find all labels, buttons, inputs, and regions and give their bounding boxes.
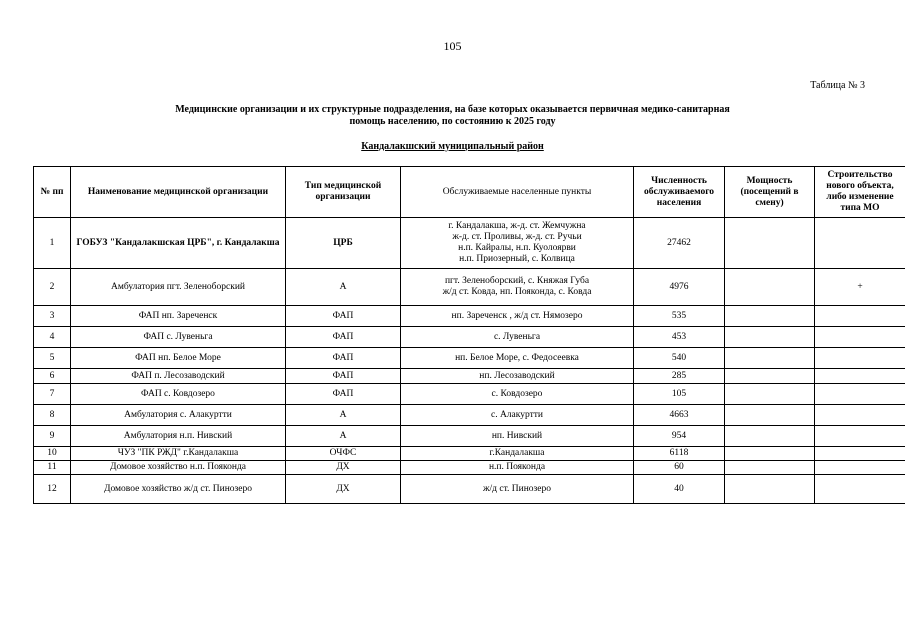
cell-name: ЧУЗ "ПК РЖД" г.Кандалакша [71, 447, 286, 461]
cell-settlements: ж/д ст. Пинозеро [401, 475, 634, 504]
header-name: Наименование медицинской организации [71, 167, 286, 218]
table-row [34, 475, 905, 504]
cell-population: 105 [634, 384, 725, 405]
cell-name: Амбулатория н.п. Нивский [71, 426, 286, 447]
cell-name: Домовое хозяйство н.п. Пояконда [71, 461, 286, 475]
header-construction: Строительство нового объекта, либо изменение типа МО [815, 167, 905, 218]
cell-population: 4976 [634, 269, 725, 306]
cell-num: 6 [34, 369, 71, 384]
cell-num: 3 [34, 306, 71, 327]
cell-population: 4663 [634, 405, 725, 426]
cell-settlements: нп. Лесозаводский [401, 369, 634, 384]
cell-capacity [725, 384, 815, 405]
table-header-row [34, 167, 905, 218]
settlement-line: пгт. Зеленоборский, с. Княжая Губа [444, 276, 590, 286]
cell-settlements: с. Лувеньга [401, 327, 634, 348]
cell-type: ФАП [286, 327, 401, 348]
cell-type: ФАП [286, 384, 401, 405]
cell-type: ДХ [286, 461, 401, 475]
cell-construction [815, 447, 905, 461]
cell-num: 9 [34, 426, 71, 447]
cell-settlements: с. Алакуртти [401, 405, 634, 426]
cell-construction: + [815, 269, 905, 306]
cell-num: 12 [34, 475, 71, 504]
cell-settlements: с. Ковдозеро [401, 384, 634, 405]
cell-name: Амбулатория пгт. Зеленоборский [71, 269, 286, 306]
cell-construction [815, 461, 905, 475]
cell-population: 60 [634, 461, 725, 475]
cell-name: ФАП п. Лесозаводский [71, 369, 286, 384]
header-num: № пп [34, 167, 71, 218]
table-row [34, 369, 905, 384]
cell-population: 453 [634, 327, 725, 348]
table-row [34, 306, 905, 327]
table-row [34, 461, 905, 475]
cell-name: ФАП с. Лувеньга [71, 327, 286, 348]
cell-capacity [725, 426, 815, 447]
cell-name: Амбулатория с. Алакуртти [71, 405, 286, 426]
cell-construction [815, 306, 905, 327]
table-row [34, 405, 905, 426]
document-title: Медицинские организации и их структурные подразделения, на базе которых оказывается первичная медико-санитарная помощь населению, по состоянию к 2025 году [175, 104, 730, 127]
cell-num: 2 [34, 269, 71, 306]
settlement-line: ж-д. ст. Проливы, ж-д. ст. Ручьи [452, 232, 582, 242]
cell-settlements [401, 218, 634, 269]
cell-construction [815, 426, 905, 447]
table-row [34, 348, 905, 369]
cell-population: 540 [634, 348, 725, 369]
cell-num: 10 [34, 447, 71, 461]
table-label: Таблица № 3 [810, 80, 865, 91]
cell-num: 4 [34, 327, 71, 348]
table-row [34, 327, 905, 348]
cell-settlements: нп. Белое Море, с. Федосеевка [401, 348, 634, 369]
cell-population: 954 [634, 426, 725, 447]
cell-num: 5 [34, 348, 71, 369]
cell-capacity [725, 269, 815, 306]
settlement-line: г. Кандалакша, ж-д. ст. Жемчужна [448, 221, 586, 231]
cell-capacity [725, 306, 815, 327]
cell-capacity [725, 461, 815, 475]
cell-type: А [286, 405, 401, 426]
cell-construction [815, 475, 905, 504]
cell-population: 6118 [634, 447, 725, 461]
cell-capacity [725, 218, 815, 269]
cell-construction [815, 218, 905, 269]
cell-name: Домовое хозяйство ж/д ст. Пинозеро [71, 475, 286, 504]
cell-settlements: нп. Нивский [401, 426, 634, 447]
cell-construction [815, 369, 905, 384]
table-row [34, 384, 905, 405]
cell-population: 535 [634, 306, 725, 327]
cell-capacity [725, 475, 815, 504]
cell-type: А [286, 269, 401, 306]
header-settlements: Обслуживаемые населенные пункты [401, 167, 634, 218]
cell-name: ФАП с. Ковдозеро [71, 384, 286, 405]
header-population: Численность обслуживаемого населения [634, 167, 725, 218]
cell-num: 7 [34, 384, 71, 405]
cell-population: 40 [634, 475, 725, 504]
cell-capacity [725, 447, 815, 461]
cell-capacity [725, 405, 815, 426]
cell-construction [815, 348, 905, 369]
header-type: Тип медицинской организации [286, 167, 401, 218]
cell-type: ЦРБ [286, 218, 401, 269]
district-heading: Кандалакшский муниципальный район [361, 141, 544, 152]
cell-construction [815, 384, 905, 405]
cell-settlements: г.Кандалакша [401, 447, 634, 461]
cell-settlements: нп. Зареченск , ж/д ст. Нямозеро [401, 306, 634, 327]
cell-population: 27462 [634, 218, 725, 269]
settlement-line: ж/д ст. Ковда, нп. Пояконда, с. Ковда [442, 287, 592, 297]
cell-name: ФАП нп. Белое Море [71, 348, 286, 369]
cell-capacity [725, 327, 815, 348]
organizations-table [33, 166, 905, 504]
cell-construction [815, 405, 905, 426]
cell-num: 11 [34, 461, 71, 475]
cell-settlements: н.п. Пояконда [401, 461, 634, 475]
cell-num: 1 [34, 218, 71, 269]
cell-type: ФАП [286, 369, 401, 384]
table-row [34, 447, 905, 461]
header-capacity: Мощность (посещений в смену) [725, 167, 815, 218]
cell-population: 285 [634, 369, 725, 384]
cell-type: ДХ [286, 475, 401, 504]
cell-capacity [725, 369, 815, 384]
cell-name: ГОБУЗ "Кандалакшская ЦРБ", г. Кандалакша [71, 218, 286, 269]
table-row [34, 426, 905, 447]
cell-settlements [401, 269, 634, 306]
table-row [34, 218, 905, 269]
cell-name: ФАП нп. Зареченск [71, 306, 286, 327]
cell-type: ОЧФС [286, 447, 401, 461]
page-number: 105 [443, 39, 462, 53]
cell-type: А [286, 426, 401, 447]
table-row [34, 269, 905, 306]
cell-type: ФАП [286, 348, 401, 369]
cell-type: ФАП [286, 306, 401, 327]
cell-num: 8 [34, 405, 71, 426]
cell-capacity [725, 348, 815, 369]
settlement-line: н.п. Приозерный, с. Колвица [459, 254, 575, 264]
cell-construction [815, 327, 905, 348]
settlement-line: н.п. Кайралы, н.п. Куолоярви [458, 243, 576, 253]
